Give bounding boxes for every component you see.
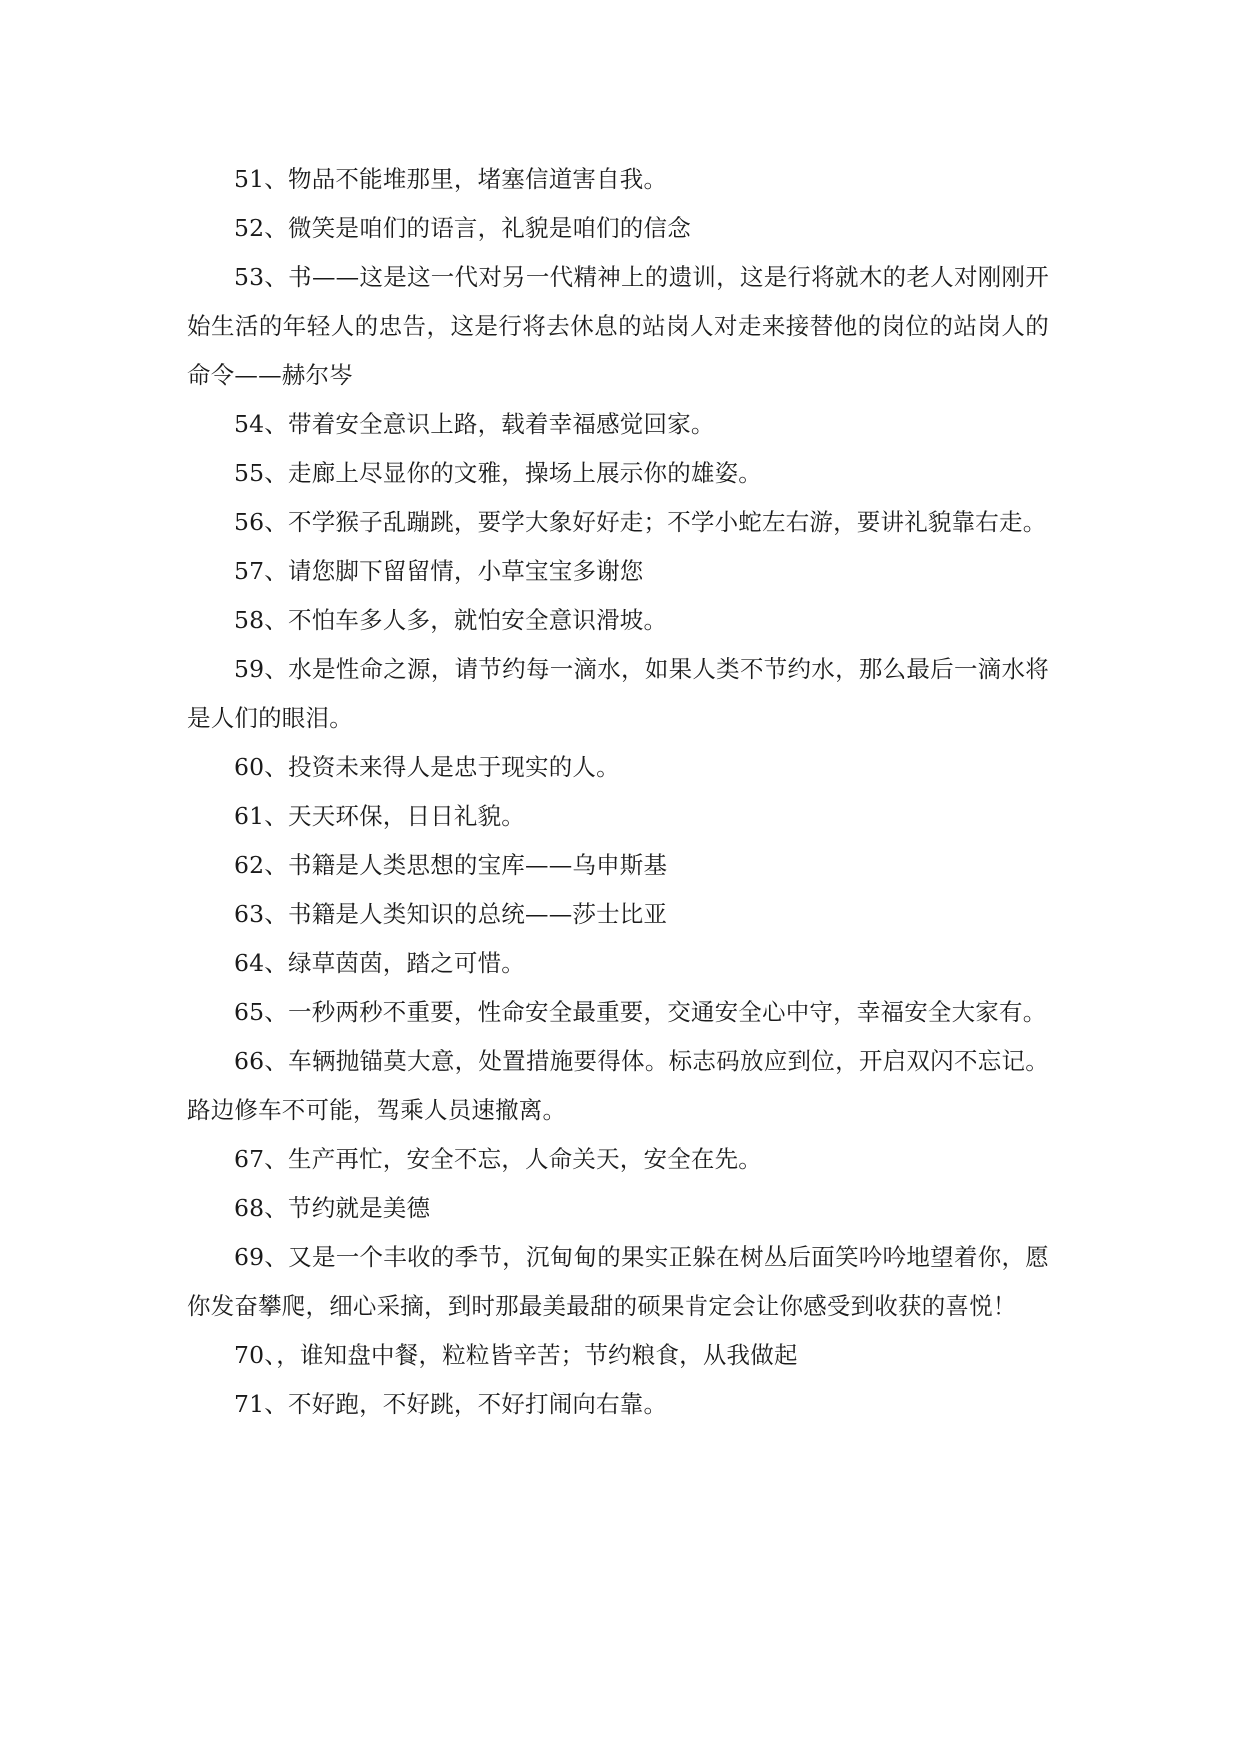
document-body xyxy=(187,155,1049,1429)
paragraph-63: 63、书籍是人类知识的总统——莎士比亚 xyxy=(234,900,668,928)
paragraph-60: 60、投资未来得人是忠于现实的人。 xyxy=(234,753,620,781)
paragraph-61: 61、天天环保，日日礼貌。 xyxy=(234,802,526,830)
paragraph-67: 67、生产再忙，安全不忘，人命关天，安全在先。 xyxy=(234,1145,763,1173)
paragraph-59: 59、水是性命之源，请节约每一滴水，如果人类不节约水，那么最后一滴水将是人们的眼泪。 xyxy=(187,655,1049,732)
paragraph-57: 57、请您脚下留留情，小草宝宝多谢您 xyxy=(234,557,644,585)
paragraph-68: 68、节约就是美德 xyxy=(234,1194,431,1222)
paragraph-55: 55、走廊上尽显你的文雅，操场上展示你的雄姿。 xyxy=(234,459,763,487)
paragraph-71: 71、不好跑，不好跳，不好打闹向右靠。 xyxy=(234,1390,668,1418)
paragraph-53: 53、书——这是这一代对另一代精神上的遗训，这是行将就木的老人对刚刚开始生活的年轻人的忠告，这是行将去休息的站岗人对走来接替他的岗位的站岗人的命令——赫尔岑 xyxy=(187,263,1049,389)
paragraph-58: 58、不怕车多人多，就怕安全意识滑坡。 xyxy=(234,606,668,634)
paragraph-65: 65、一秒两秒不重要，性命安全最重要，交通安全心中守，幸福安全大家有。 xyxy=(234,998,1047,1026)
paragraph-62: 62、书籍是人类思想的宝库——乌申斯基 xyxy=(234,851,668,879)
paragraph-69: 69、又是一个丰收的季节，沉甸甸的果实正躲在树丛后面笑吟吟地望着你，愿你发奋攀爬，细心采摘，到时那最美最甜的硕果肯定会让你感受到收获的喜悦！ xyxy=(187,1243,1049,1320)
paragraph-54: 54、带着安全意识上路，载着幸福感觉回家。 xyxy=(234,410,715,438)
paragraph-52: 52、微笑是咱们的语言，礼貌是咱们的信念 xyxy=(234,214,691,242)
paragraph-64: 64、绿草茵茵，踏之可惜。 xyxy=(234,949,526,977)
paragraph-70: 70、，谁知盘中餐，粒粒皆辛苦；节约粮食，从我做起 xyxy=(234,1341,798,1369)
paragraph-56: 56、不学猴子乱蹦跳，要学大象好好走；不学小蛇左右游，要讲礼貌靠右走。 xyxy=(234,508,1047,536)
paragraph-51: 51、物品不能堆那里，堵塞信道害自我。 xyxy=(234,165,668,193)
paragraph-66: 66、车辆抛锚莫大意，处置措施要得体。标志码放应到位，开启双闪不忘记。路边修车不可能，驾乘人员速撤离。 xyxy=(187,1047,1049,1124)
